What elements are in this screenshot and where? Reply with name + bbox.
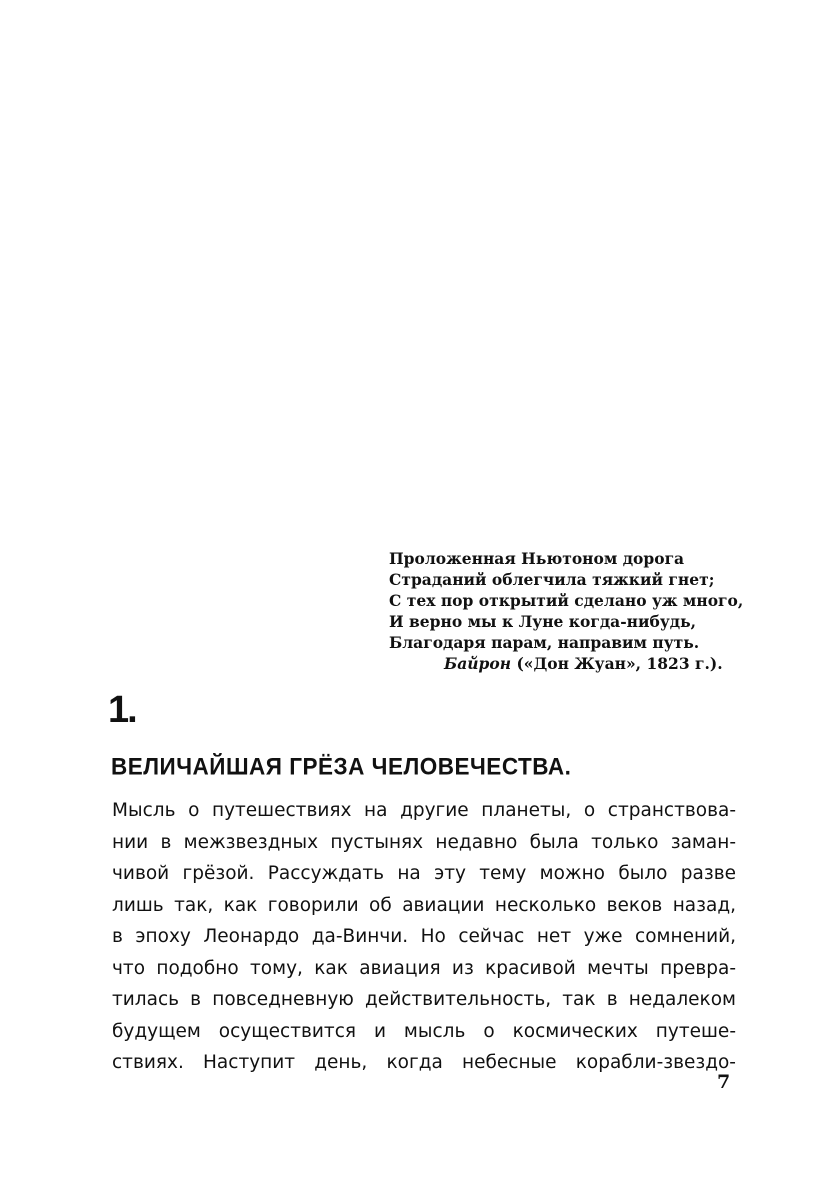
- body-line: ствиях. Наступит день, когда небесные корабли-звездо-: [112, 1052, 736, 1073]
- page-number: 7: [717, 1071, 731, 1093]
- epigraph-attribution: [389, 653, 739, 674]
- epigraph-source: («Дон Жуан», 1823 г.).: [516, 654, 723, 673]
- epigraph-author: Байрон: [444, 654, 512, 673]
- body-line: лишь так, как говорили об авиации несколько веков назад,: [112, 894, 736, 916]
- epigraph-line: С тех пор открытий сделано уж много,: [389, 591, 744, 610]
- epigraph: [389, 548, 744, 674]
- body-paragraph: [112, 795, 736, 1079]
- body-line: что подобно тому, как авиация из красивой мечты превра-: [112, 957, 736, 979]
- epigraph-line: Страданий облегчила тяжкий гнет;: [389, 570, 715, 589]
- chapter-number: 1.: [108, 689, 136, 731]
- body-line: будущем осуществится и мысль о космических путеше-: [112, 1020, 736, 1042]
- epigraph-line: И верно мы к Луне когда-нибудь,: [389, 612, 696, 631]
- body-line: в эпоху Леонардо да-Винчи. Но сейчас нет уже сомнений,: [112, 926, 736, 947]
- body-line: нии в межзвездных пустынях недавно была только заман-: [112, 831, 736, 853]
- chapter-title: ВЕЛИЧАЙШАЯ ГРЁЗА ЧЕЛОВЕЧЕСТВА.: [111, 753, 572, 780]
- body-line: тилась в повседневную действительность, так в недалеком: [112, 989, 736, 1010]
- body-line: чивой грёзой. Рассуждать на эту тему можно было разве: [112, 863, 736, 884]
- body-line: Мысль о путешествиях на другие планеты, о странствова-: [112, 800, 736, 821]
- epigraph-line: Благодаря парам, направим путь.: [389, 633, 700, 652]
- epigraph-line: Проложенная Ньютоном дорога: [389, 549, 685, 568]
